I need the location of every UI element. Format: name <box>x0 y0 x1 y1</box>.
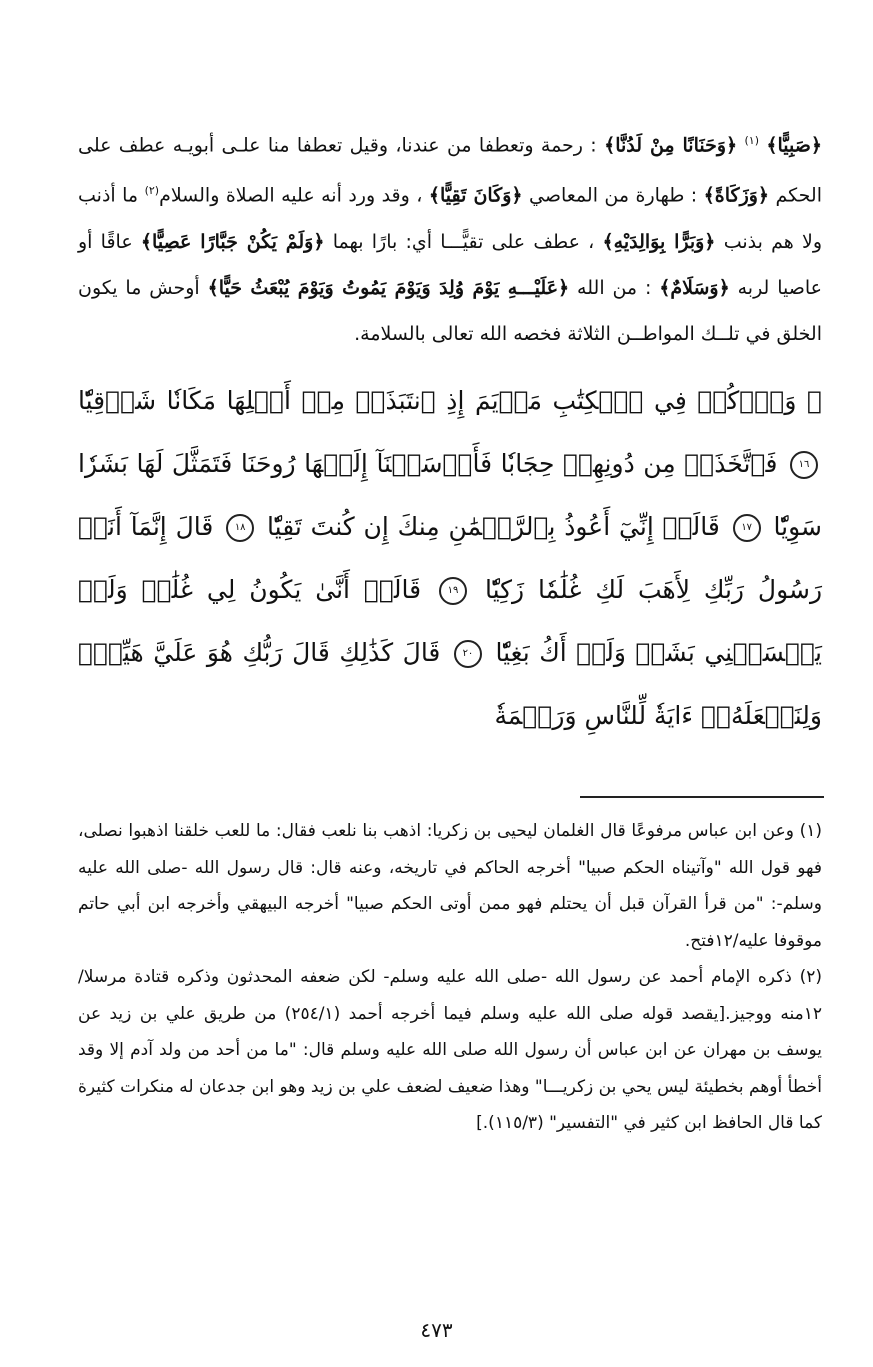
ayah-number-marker: ١٩ <box>439 577 467 605</box>
footnotes <box>78 813 822 1142</box>
verse-text: قَالَ كَذَٰلِكِ قَالَ رَبُّكِ هُوَ عَلَيَّ هَيِّنٞۖ وَلِنَجۡعَلَهُۥٓ ءَايَةٗ لِّلنَّاسِ وَرَحۡمَةٗ <box>78 637 822 730</box>
ayah-number-marker: ١٧ <box>733 514 761 542</box>
tafsir-commentary <box>78 118 822 357</box>
verse-text: قَالَتۡ إِنِّيٓ أَعُوذُ بِٱلرَّحۡمَٰنِ مِنكَ إِن كُنتَ تَقِيّٗا <box>267 511 720 541</box>
verse-text: قَالَ إِنَّمَآ أَنَا۠ رَسُولُ رَبِّكِ لِأَهَبَ لَكِ غُلَٰمٗا زَكِيّٗا <box>78 511 823 604</box>
quran-open-bracket: ﴿ <box>806 385 822 415</box>
quran-quote: ﴿وَسَلَامٌ﴾ <box>659 276 730 299</box>
quran-quote: ﴿وَلَمْ يَكُنْ جَبَّارًا عَصِيًّا﴾ <box>140 230 325 253</box>
footnote-label: (٢) <box>799 967 822 987</box>
commentary-text: ، عطف على تقيًّـــا أي: بارًا بهما <box>332 230 595 253</box>
commentary-text: : طهارة من المعاصي <box>529 184 698 207</box>
footnote-2 <box>78 959 822 1142</box>
commentary-text: عاقًا أو عاصيا لربه <box>78 230 822 299</box>
commentary-text: : من الله <box>577 276 652 299</box>
footnote-text: وعن ابن عباس مرفوعًا قال الغلمان ليحيى بن زكريا: اذهب بنا نلعب فقال: ما للعب خلقنا اذهبوا نصلى، فهو قول الله "وآتيناه الحكم صبيا" أخرجه الحاكم في تاريخه، وعنه قال: قال رسول الله -صلى الله عليه وسلم-: "من قرأ القرآن قبل أن يحتلم فهو ممن أوتى الحكم صبيا" أخرجه البيهقي وأخرجه ابن أبي حاتم موقوفا عليه/١٢فتح. <box>78 821 822 951</box>
ayah-number-marker: ١٨ <box>226 514 254 542</box>
page-body <box>78 118 822 747</box>
footnote-marker[interactable]: (٢) <box>144 184 160 198</box>
ayah-number-marker: ٢٠ <box>454 640 482 668</box>
quran-quote: ﴿وَحَنَانًا مِنْ لَدُنَّا﴾ <box>604 134 738 157</box>
commentary-text: ، وقد ورد أنه عليه الصلاة والسلام <box>159 184 423 207</box>
quran-quote: ﴿وَزَكَاةً﴾ <box>703 184 770 207</box>
quran-quote: ﴿صَبِيًّا﴾ <box>766 134 823 157</box>
commentary-text: أوحش ما يكون الخلق في تلــك المواطــن الثلاثة فخصه الله تعالى بالسلامة. <box>78 276 822 345</box>
quran-quote: ﴿عَلَيْـــهِ يَوْمَ وُلِدَ وَيَوْمَ يَمُوتُ وَيَوْمَ يُبْعَثُ حَيًّا﴾ <box>207 276 570 299</box>
verse-text: قَالَتۡ أَنَّىٰ يَكُونُ لِي غُلَٰمٞ وَلَمۡ يَمۡسَسۡنِي بَشَرٞ وَلَمۡ أَكُ بَغِيّٗا <box>78 574 822 667</box>
page-number: ٤٧٣ <box>420 1318 453 1342</box>
footnote-marker[interactable]: (١) <box>744 134 760 147</box>
quran-paragraph <box>78 369 822 747</box>
quran-quote: ﴿وَبَرًّا بِوَالِدَيْهِ﴾ <box>602 230 716 253</box>
ayah-number-marker: ١٦ <box>790 451 818 479</box>
quran-verses <box>78 369 822 747</box>
footnote-1 <box>78 813 822 959</box>
commentary-text: ما أذنب ولا هم بذنب <box>78 184 823 253</box>
commentary-text: : رحمة وتعطفا من عندنا، وقيل تعطفا منا علـى أبويـه عطف على الحكم <box>78 134 822 207</box>
verse-text: فَٱتَّخَذَتۡ مِن دُونِهِمۡ حِجَابٗا فَأَرۡسَلۡنَآ إِلَيۡهَا رُوحَنَا فَتَمَثَّلَ لَهَا بَشَرٗا سَوِيّٗا <box>78 448 822 541</box>
commentary-paragraph <box>78 118 822 357</box>
footnote-label: (١) <box>799 821 823 841</box>
quran-quote: ﴿وَكَانَ تَقِيًّا﴾ <box>428 184 523 207</box>
footnote-text: ذكره الإمام أحمد عن رسول الله -صلى الله عليه وسلم- لكن ضعفه المحدثون وذكره قتادة مرسلا/ ١٢منه ووجيز.[يقصد قوله صلى الله عليه وسلم فيما أخرجه أحمد (٢٥٤/١) من طريق علي بن زيد عن يوسف بن مهران عن ابن عباس أن رسول الله صلى الله عليه وسلم قال: "ما من أحد من ولد آدم إلا وقد أخطأ أوهم بخطيئة ليس يحي بن زكريـــا" وهذا ضعيف لضعف علي بن زيد وهو ابن جدعان له منكرات كثيرة كما قال الحافظ ابن كثير في "التفسير" (١١٥/٣).] <box>78 967 823 1133</box>
verse-text: وَٱذۡكُرۡ فِي ٱلۡكِتَٰبِ مَرۡيَمَ إِذِ ٱنتَبَذَتۡ مِنۡ أَهۡلِهَا مَكَانٗا شَرۡقِيّٗا <box>78 385 797 415</box>
footnote-divider <box>580 796 824 798</box>
